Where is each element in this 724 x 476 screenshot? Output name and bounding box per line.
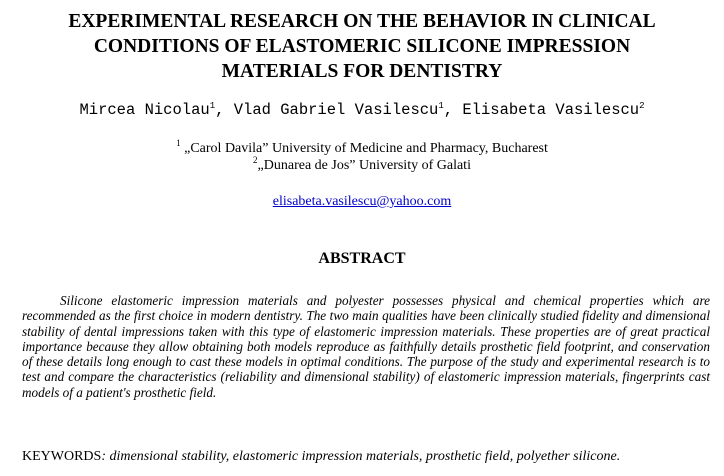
abstract-body: Silicone elastomeric impression materials and polyester possesses physical and chemical properties which are recommended as the first choice in modern dentistry. The two main qualities have been clinically studied fidelity and dimensional stability of dental impressions taken with this type of elastomeric impression materials. These properties are of great practical importance because they allow obtaining both models reproduce as faithfully details prosthetic field footprint, and conservation of these details long enough to cast these models in optimal conditions. The purpose of the study and experimental research is to test and compare the characteristics (reliability and dimensional stability) of elastomeric impression materials, fingerprints cast models of a patient's prosthetic field. bbox=[22, 293, 710, 400]
author-name: Elisabeta Vasilescu bbox=[462, 101, 640, 119]
title-line-2: CONDITIONS OF ELASTOMERIC SILICONE IMPRESSION bbox=[93, 36, 631, 57]
title-line-1: EXPERIMENTAL RESEARCH ON THE BEHAVIOR IN CLINICAL bbox=[68, 11, 656, 32]
paper-title bbox=[10, 9, 714, 84]
affiliation-1 bbox=[0, 138, 724, 157]
title-line-3: MATERIALS FOR DENTISTRY bbox=[221, 61, 503, 82]
author-affil-mark: 1 bbox=[438, 101, 444, 111]
affiliation-text: „Carol Davila” University of Medicine and Pharmacy, Bucharest bbox=[180, 141, 548, 156]
author-name: Vlad Gabriel Vasilescu bbox=[233, 101, 439, 119]
affiliation-2 bbox=[0, 155, 724, 174]
affiliation-number: 1 bbox=[176, 138, 181, 148]
keywords-text: : dimensional stability, elastomeric impression materials, prosthetic field, polyether silicone. bbox=[101, 449, 621, 464]
contact-email bbox=[0, 194, 724, 210]
author-list: Mircea Nicolau$^1$, Vlad Gabriel Vasilescu$^1$, Elisabeta Vasilescu$^2$ bbox=[79, 101, 645, 119]
keywords-line bbox=[22, 449, 712, 465]
author-affil-mark: 1 bbox=[209, 101, 216, 111]
author-affil-mark: 2 bbox=[639, 101, 645, 111]
email-link[interactable]: elisabeta.vasilescu@yahoo.com bbox=[272, 194, 452, 209]
author-name: Mircea Nicolau bbox=[79, 101, 210, 119]
abstract-heading: ABSTRACT bbox=[318, 250, 406, 267]
affiliation-number: 2 bbox=[253, 155, 258, 165]
affiliation-text: „Dunarea de Jos” University of Galati bbox=[257, 158, 471, 173]
keywords-label: KEYWORDS bbox=[22, 449, 102, 464]
